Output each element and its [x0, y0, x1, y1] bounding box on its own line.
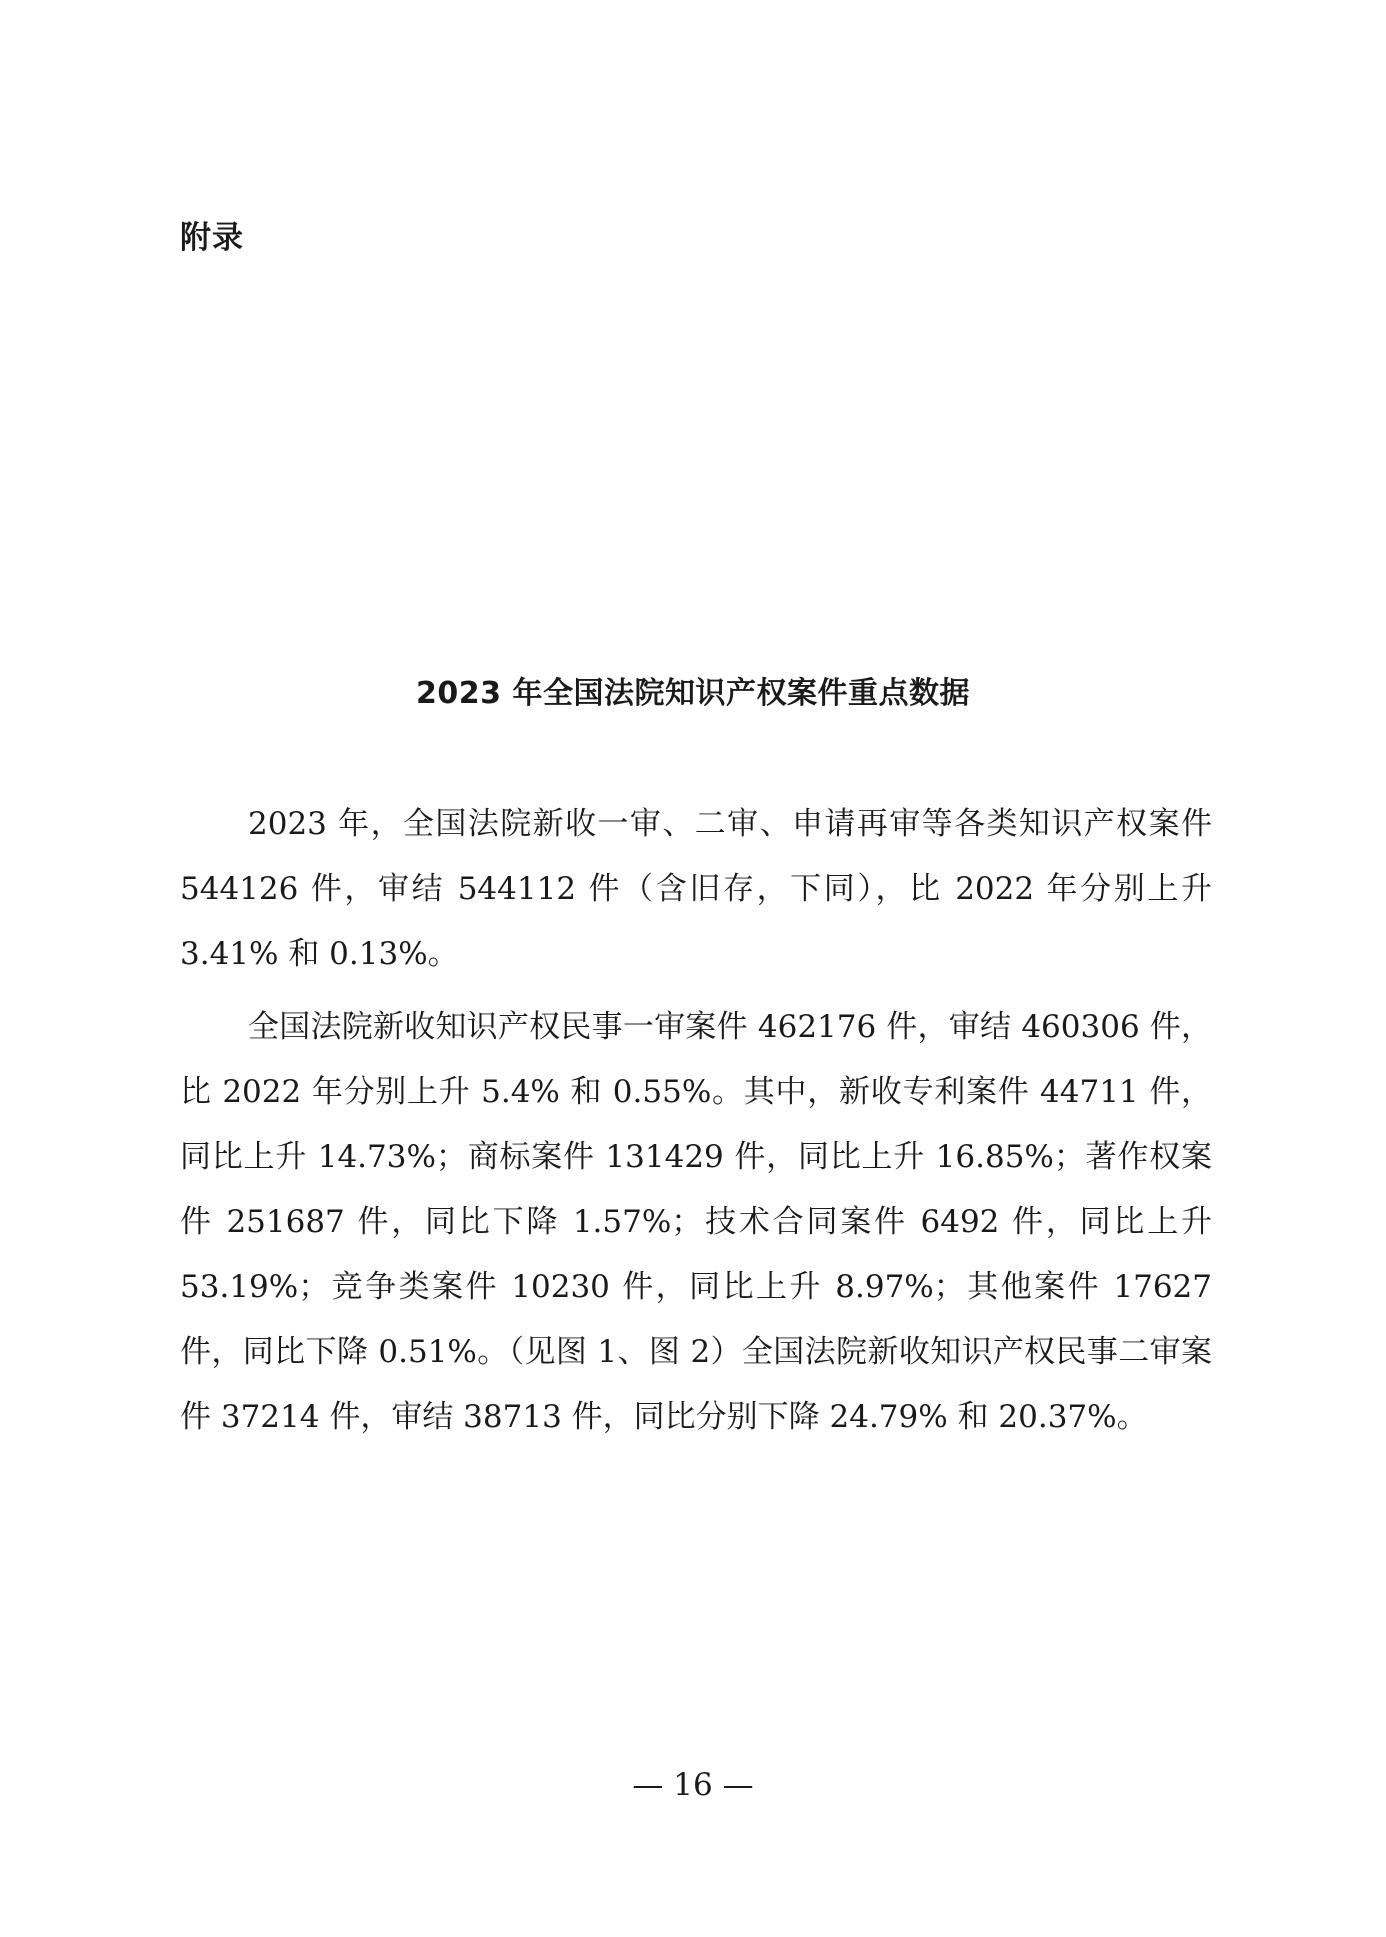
body-text	[180, 792, 1212, 1458]
page-number: — 16 —	[632, 1767, 754, 1803]
appendix-label: 附录	[180, 220, 244, 256]
document-title: 2023 年全国法院知识产权案件重点数据	[416, 676, 970, 711]
paragraph-civil-cases: 全国法院新收知识产权民事一审案件 462176 件，审结 460306 件，比 2022 年分别上升 5.4% 和 0.55%。其中，新收专利案件 44711 件，同比上升 14.73%；商标案件 131429 件，同比上升 16.85%；著作权案件 251687 件，同比下降 1.57%；技术合同案件 6492 件，同比上升 53.19%；竞争类案件 10230 件，同比上升 8.97%；其他案件 17627 件，同比下降 0.51%。（见图 1、图 2）全国法院新收知识产权民事二审案件 37214 件，审结 38713 件，同比分别下降 24.79% 和 20.37%。	[180, 1009, 1212, 1435]
paragraph-overall-cases: 2023 年，全国法院新收一审、二审、申请再审等各类知识产权案件 544126 件，审结 544112 件（含旧存，下同），比 2022 年分别上升 3.41% 和 0.13%。	[180, 806, 1212, 972]
